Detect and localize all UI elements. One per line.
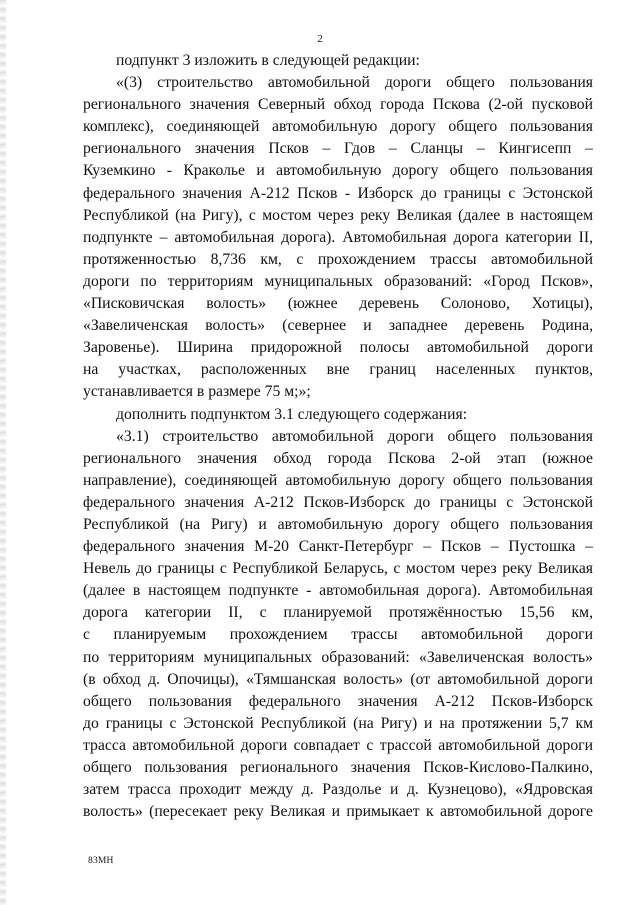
text-line: общего пользования федерального значения А-212 Псков-Изборск <box>83 692 593 710</box>
text-line: протяженностью 8,736 км, с прохождением трассы автомобильной <box>83 250 593 268</box>
text-line: Куземкино - Краколье и автомобильную дорогу общего пользования <box>83 162 593 180</box>
text-line: «Завеличенская волость» (севернее и западнее деревень Родина, <box>83 317 593 335</box>
text-line: Республикой (на Ригу), с мостом через реку Великая (далее в настоящем <box>83 206 593 224</box>
text-line: федерального значения А-212 Псков-Изборск до границы с Эстонской <box>83 493 593 511</box>
footer-document-code: 83МН <box>88 856 114 866</box>
text-line: (в обход д. Опочицы), «Тямшанская волость» (от автомобильной дороги <box>83 670 593 688</box>
text-line: устанавливается в размере 75 м;»; <box>83 383 311 401</box>
text-line: федерального значения М-20 Санкт-Петербург – Псков – Пустошка – <box>83 538 593 556</box>
text-line: федерального значения А-212 Псков - Изборск до границы с Эстонской <box>83 184 593 202</box>
text-line: общего пользования регионального значения Псков-Кислово-Палкино, <box>83 759 593 776</box>
text-line: направление), соединяющей автомобильную дорогу общего пользования <box>83 471 593 489</box>
text-line: подпункт 3 изложить в следующей редакции: <box>116 52 420 69</box>
text-line: «3.1) строительство автомобильной дороги общего пользования <box>116 427 593 445</box>
text-line: дороги по территориям муниципальных образований: «Город Псков», <box>83 272 593 290</box>
text-line: подпункте – автомобильная дорога). Автомобильная дорога категории II, <box>83 228 593 246</box>
text-line: комплекс), соединяющей автомобильную дорогу общего пользования <box>83 118 593 136</box>
text-line: до границы с Эстонской Республикой (на Ригу) и на протяжении 5,7 км <box>83 714 593 732</box>
text-line: регионального значения Псков – Гдов – Сланцы – Кингисепп – <box>83 140 593 158</box>
text-line: на участках, расположенных вне границ населенных пунктов, <box>83 361 593 379</box>
text-line: дорога категории II, с планируемой протяжённостью 15,56 км, <box>83 604 593 622</box>
text-line: регионального значения Северный обход города Пскова (2-ой пусковой <box>83 96 593 114</box>
text-line: «(3) строительство автомобильной дороги общего пользования <box>116 74 593 92</box>
text-line: волость» (пересекает реку Великая и примыкает к автомобильной дороге <box>83 803 593 821</box>
document-body <box>83 50 593 823</box>
text-line: с планируемым прохождением трассы автомобильной дороги <box>83 626 593 644</box>
text-line: Заровенье). Ширина придорожной полосы автомобильной дороги <box>83 339 593 357</box>
text-line: Республикой (на Ригу) и автомобильную дорогу общего пользования <box>83 515 593 533</box>
scan-edge-artifact <box>0 0 6 905</box>
text-line: (далее в настоящем подпункте - автомобильная дорога). Автомобильная <box>83 582 593 600</box>
text-line: трасса автомобильной дороги совпадает с трассой автомобильной дороги <box>83 736 593 754</box>
text-line: «Писковичская волость» (южнее деревень Солоново, Хотицы), <box>83 295 593 313</box>
text-line: по территориям муниципальных образований: «Завеличенская волость» <box>83 648 593 666</box>
page-number: 2 <box>317 33 323 45</box>
text-line: затем трасса проходит между д. Раздолье и д. Кузнецово), «Ядровская <box>83 781 593 799</box>
text-line: Невель до границы с Республикой Беларусь, с мостом через реку Великая <box>83 560 593 578</box>
text-line: дополнить подпунктом 3.1 следующего содержания: <box>116 405 468 423</box>
text-line: регионального значения обход города Пскова 2-ой этап (южное <box>83 449 593 467</box>
